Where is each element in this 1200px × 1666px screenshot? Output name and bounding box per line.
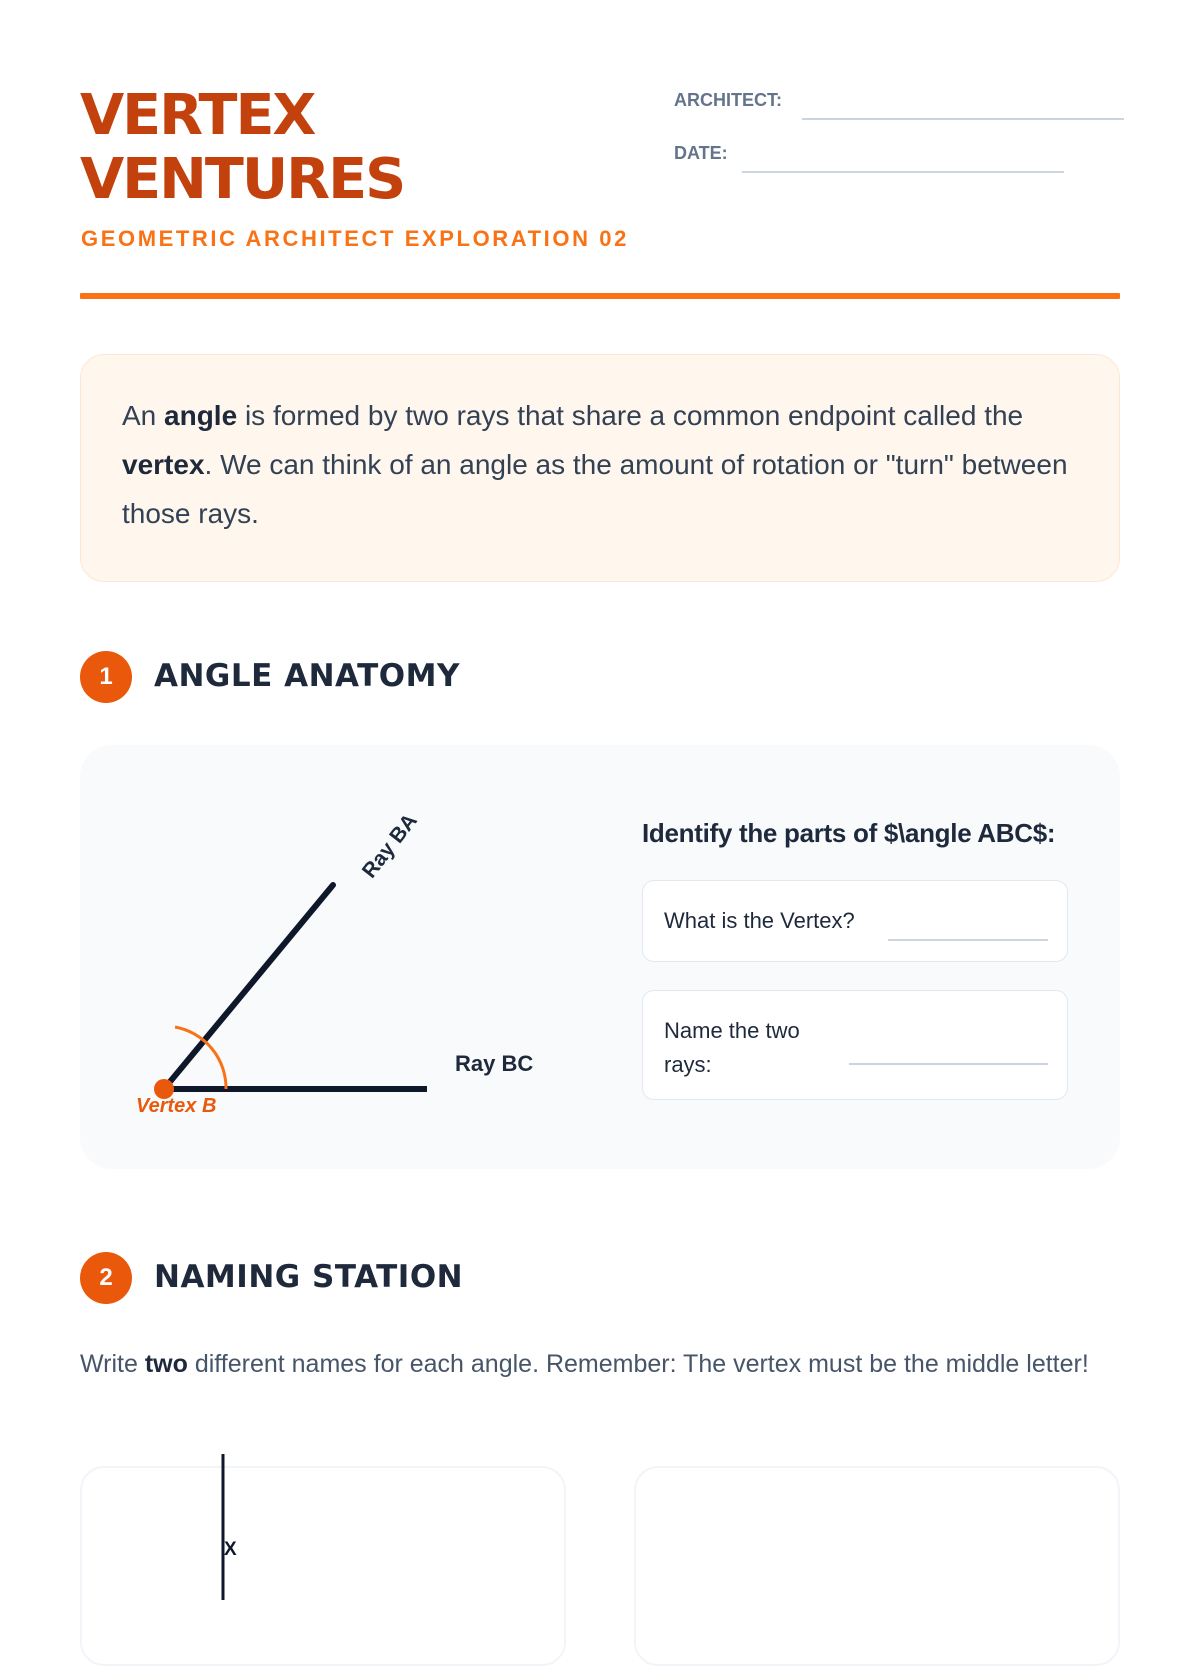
section-number-badge: 1 [80, 651, 132, 703]
point-x-label: X [224, 1539, 237, 1560]
section-title: NAMING STATION [154, 1259, 464, 1295]
section-title: ANGLE ANATOMY [154, 658, 460, 694]
ray-ba-line [164, 885, 333, 1089]
intro-text: . We can think of an angle as the amount of rotation or "turn" between those rays. [122, 449, 1068, 529]
instructions-text: different names for each angle. Remember: The vertex must be the middle letter! [187, 1350, 1089, 1378]
intro-text: is formed by two rays that share a common endpoint called the [237, 400, 1024, 431]
date-label: DATE: [674, 143, 728, 163]
naming-card-2 [634, 1466, 1120, 1666]
question-text: What is the Vertex? [664, 908, 855, 933]
brand-title-line2: VENTURES [80, 147, 405, 212]
ray-ba-label: Ray BA [357, 809, 422, 883]
architect-label: ARCHITECT: [674, 90, 782, 110]
intro-term-angle: angle [164, 400, 238, 431]
identify-heading: Identify the parts of $\angle ABC$: [642, 818, 1056, 848]
subtitle: GEOMETRIC ARCHITECT EXPLORATION 02 [81, 226, 629, 251]
header-divider [80, 293, 1120, 299]
vertex-label: Vertex B [136, 1095, 217, 1117]
section-number-badge: 2 [80, 1252, 132, 1304]
intro-box [80, 354, 1120, 582]
ray-bc-label: Ray BC [455, 1051, 534, 1076]
brand-title-line1: VERTEX [80, 83, 315, 148]
brand-title [80, 84, 404, 212]
angle-diagram [80, 745, 680, 1169]
angle-arc [175, 1027, 226, 1089]
instructions-emphasis: two [144, 1350, 188, 1378]
architect-field[interactable] [802, 118, 1124, 120]
naming-instructions [80, 1344, 1120, 1384]
date-field[interactable] [742, 171, 1064, 173]
naming-angle-diagram [0, 1440, 600, 1600]
question-box-vertex [642, 880, 1068, 962]
intro-term-vertex: vertex [122, 449, 205, 480]
rays-answer-field[interactable] [849, 1063, 1048, 1065]
intro-text: An [122, 400, 165, 431]
question-text: Name the two rays: [664, 1018, 800, 1077]
question-box-rays [642, 990, 1068, 1100]
instructions-text: Write [80, 1350, 145, 1378]
vertex-answer-field[interactable] [888, 939, 1048, 941]
